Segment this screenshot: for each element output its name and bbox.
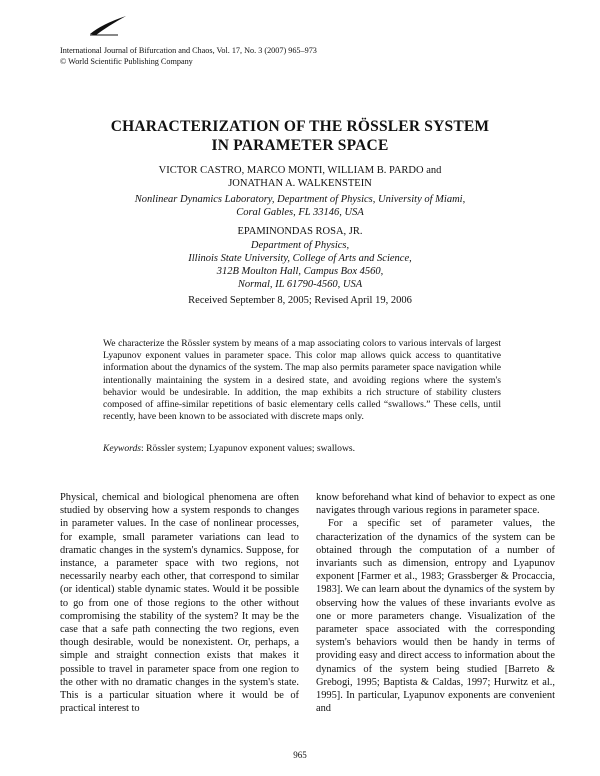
title-line-1: CHARACTERIZATION OF THE RÖSSLER SYSTEM <box>110 118 490 135</box>
keywords-label: Keywords <box>103 443 142 454</box>
body-column-left <box>60 491 299 715</box>
affiliation-2-line-4: Normal, IL 61790-4560, USA <box>237 279 363 290</box>
keywords <box>103 443 501 455</box>
abstract: We characterize the Rössler system by means of a map associating colors to various intervals of largest Lyapunov exponent values in parameter space. This color map allows quick access to quantitative information about the dynamics of the system. The map also permits parameter space navigation while intentionally maintaining the system in a desired state, and avoiding regions where the system's behavior would be undesirable. In addition, the map exhibits a rich structure of stability clusters composed of affine-similar repetitions of basic elementary cells called “swallows.” These cells, until recently, have been known to be associated with discrete maps only. <box>103 338 501 423</box>
copyright-notice: © World Scientific Publishing Company <box>60 57 193 66</box>
body-column-right <box>316 491 555 715</box>
affiliation-2 <box>60 239 540 291</box>
paper-title <box>60 117 540 155</box>
second-author: EPAMINONDAS ROSA, JR. <box>237 226 363 237</box>
affiliation-1-line-2: Coral Gables, FL 33146, USA <box>236 207 364 218</box>
page-number: 965 <box>293 750 307 760</box>
affiliation-2-line-1: Department of Physics, <box>250 240 350 251</box>
body-paragraph: Physical, chemical and biological phenomena are often studied by observing how a system responds to changes in parameter values. In the case of nonlinear processes, for example, small parameter variations can lead to dramatic changes in the system's dynamics. Suppose, for instance, a parameter space with two regions, not necessarily nearby each other, that correspond to similar (or identical) stable dynamic states. Would it be possible to go from one of those regions to the other without compromising the stability of the system? It may be the case that a safe path connecting the two regions, even though desirable, would be nonexistent. Or, perhaps, a simple and straight connection exists that makes it possible to travel in parameter space from one region to the other with no dramatic changes in the system's state. This is a particular situation where it would be of practical interest to <box>60 492 299 715</box>
body-paragraph: For a specific set of parameter values, the characterization of the dynamics of the system can be obtained through the computation of a number of invariants such as dimension, entropy and Lyapunov exponent [Farmer et al., 1983; Grassberger & Procaccia, 1983]. We can learn about the dynamics of the system by observing how the values of these invariants evolve as one or more parameters change. Visualization of the parameter space associated with the corresponding system's behaviors would then be handy in terms of providing easy and direct access to information about the dynamics of the system being studied [Barreto & Grebogi, 1995; Baptista & Caldas, 1997; Hurwitz et al., 1995]. In particular, Lyapunov exponents are convenient and <box>316 518 555 715</box>
authors-line-2: JONATHAN A. WALKENSTEIN <box>228 178 372 189</box>
title-line-2: IN PARAMETER SPACE <box>211 137 389 154</box>
affiliation-2-line-2: Illinois State University, College of Arts and Science, <box>188 253 412 264</box>
affiliation-1 <box>60 193 540 219</box>
body-paragraph: know beforehand what kind of behavior to expect as one navigates through various regions in parameter space. <box>316 492 555 517</box>
journal-header <box>60 45 317 67</box>
publisher-logo-icon <box>88 14 128 36</box>
authors-line-1: VICTOR CASTRO, MARCO MONTI, WILLIAM B. PARDO and <box>158 165 442 176</box>
keywords-list: : Rössler system; Lyapunov exponent values; swallows. <box>141 443 356 454</box>
journal-citation: International Journal of Bifurcation and Chaos, Vol. 17, No. 3 (2007) 965–973 <box>60 46 317 55</box>
affiliation-2-line-3: 312B Moulton Hall, Campus Box 4560, <box>216 266 384 277</box>
author-list <box>60 164 540 190</box>
affiliation-1-line-1: Nonlinear Dynamics Laboratory, Department of Physics, University of Miami, <box>134 194 466 205</box>
received-dates: Received September 8, 2005; Revised April 19, 2006 <box>188 295 412 306</box>
